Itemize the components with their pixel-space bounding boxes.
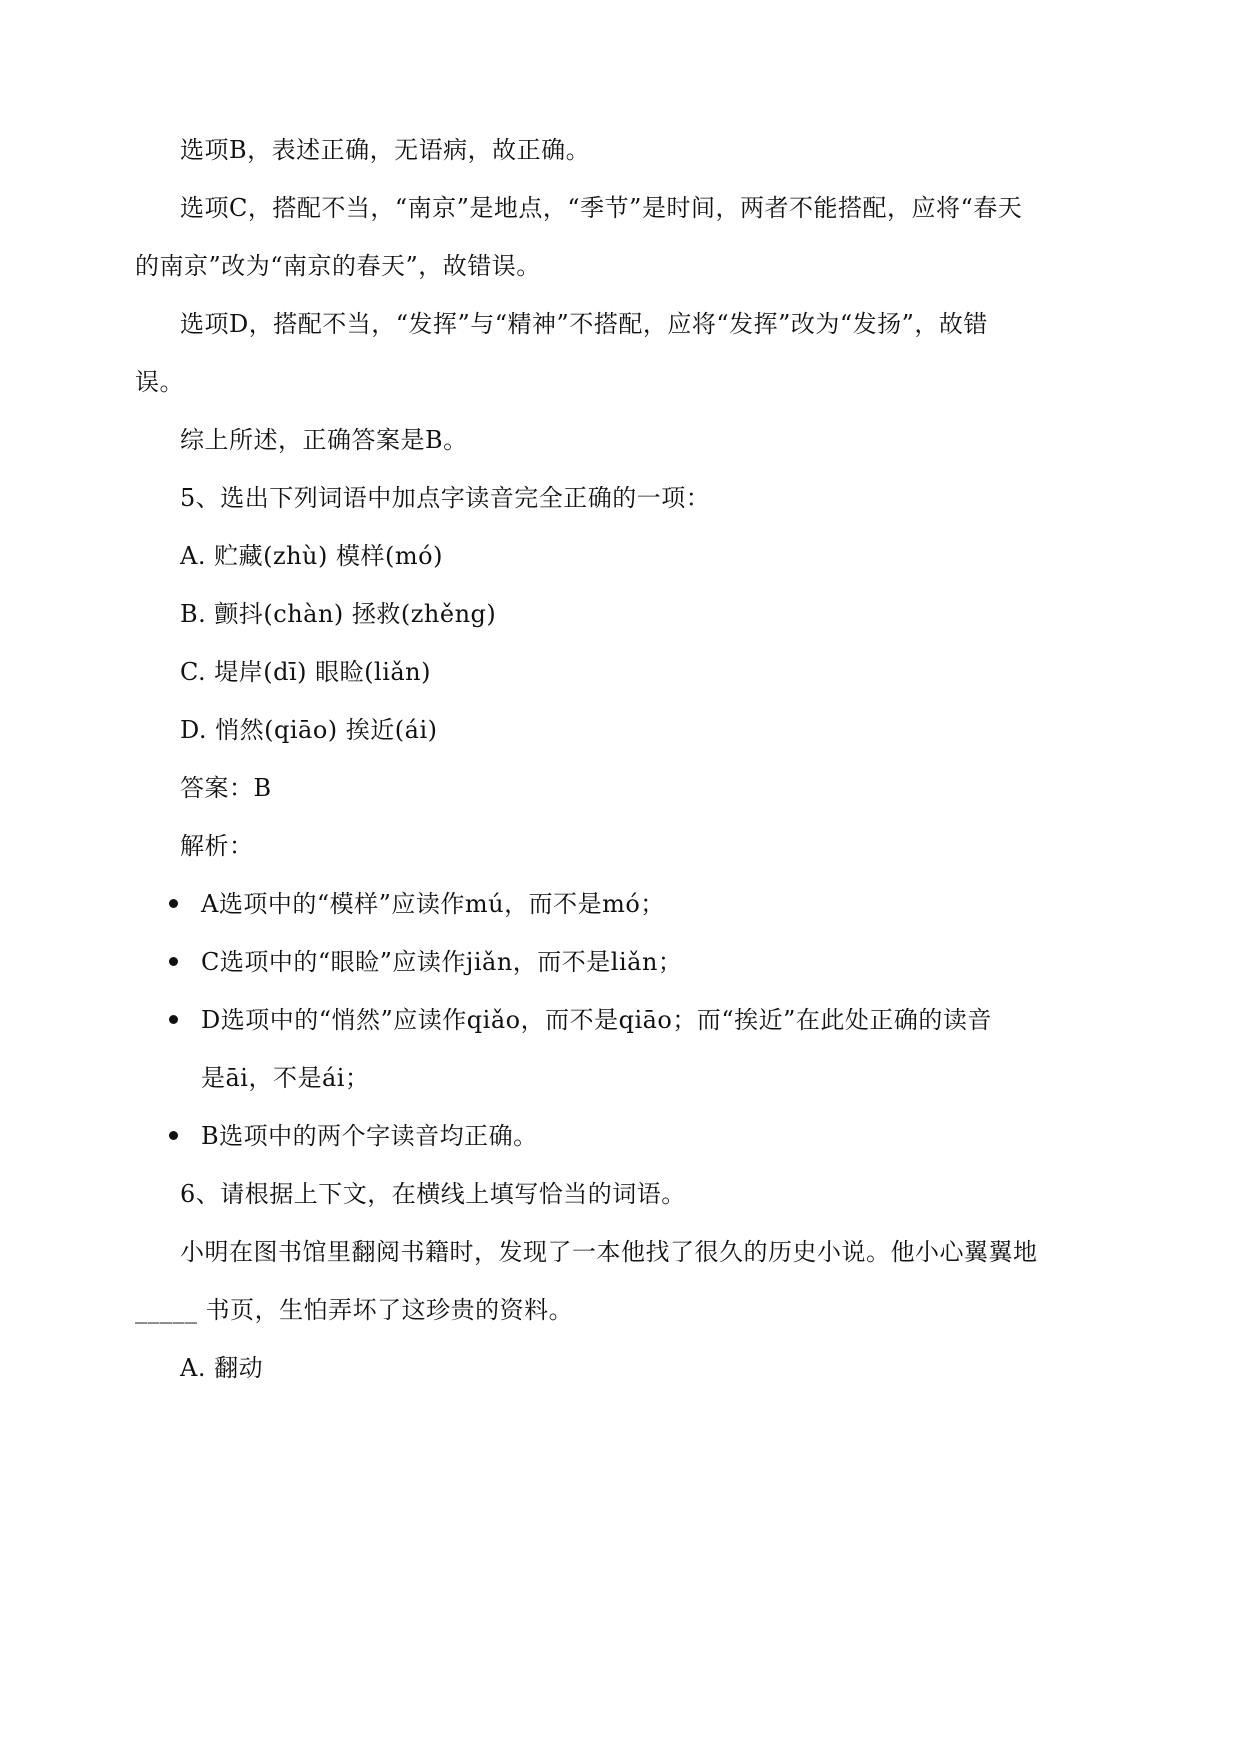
question-5-option-a: A. 贮藏(zhù) 模样(mó) (180, 542, 443, 570)
question-6-option-a: A. 翻动 (180, 1354, 264, 1382)
question-5-option-b: B. 颤抖(chàn) 拯救(zhěng) (180, 600, 497, 628)
analysis-summary: 综上所述，正确答案是B。 (180, 426, 468, 454)
question-6-passage-line2: _____ 书页，生怕弄坏了这珍贵的资料。 (135, 1296, 574, 1324)
analysis-option-d-line1: 选项D，搭配不当，“发挥”与“精神”不搭配，应将“发挥”改为“发扬”，故错 (180, 310, 988, 338)
analysis-option-b: 选项B，表述正确，无语病，故正确。 (180, 136, 591, 164)
question-6-stem: 6、请根据上下文，在横线上填写恰当的词语。 (180, 1180, 686, 1208)
bullet-icon (169, 957, 178, 966)
analysis-option-c-line2: 的南京”改为“南京的春天”，故错误。 (135, 252, 541, 280)
question-5-analysis-label: 解析： (180, 832, 254, 860)
question-5-answer: 答案：B (180, 774, 272, 802)
analysis-bullet-d-line1: D选项中的“悄然”应读作qiǎo，而不是qiāo；而“挨近”在此处正确的读音 (201, 1006, 992, 1034)
analysis-bullet-d-line2: 是āi，不是ái； (201, 1064, 370, 1092)
question-6-passage-line1: 小明在图书馆里翻阅书籍时，发现了一本他找了很久的历史小说。他小心翼翼地 (180, 1238, 1038, 1266)
analysis-option-c-line1: 选项C，搭配不当，“南京”是地点，“季节”是时间，两者不能搭配，应将“春天 (180, 194, 1023, 222)
analysis-bullet-c: C选项中的“眼睑”应读作jiǎn，而不是liǎn； (201, 948, 683, 976)
analysis-bullet-a: A选项中的“模样”应读作mú，而不是mó； (201, 890, 665, 918)
question-5-option-c: C. 堤岸(dī) 眼睑(liǎn) (180, 658, 432, 686)
bullet-icon (169, 1015, 178, 1024)
bullet-icon (169, 899, 178, 908)
question-5-option-d: D. 悄然(qiāo) 挨近(ái) (180, 716, 438, 744)
analysis-option-d-line2: 误。 (135, 368, 184, 396)
bullet-icon (169, 1131, 178, 1140)
analysis-bullet-b: B选项中的两个字读音均正确。 (201, 1122, 538, 1150)
question-5-stem: 5、选出下列词语中加点字读音完全正确的一项： (180, 484, 711, 512)
